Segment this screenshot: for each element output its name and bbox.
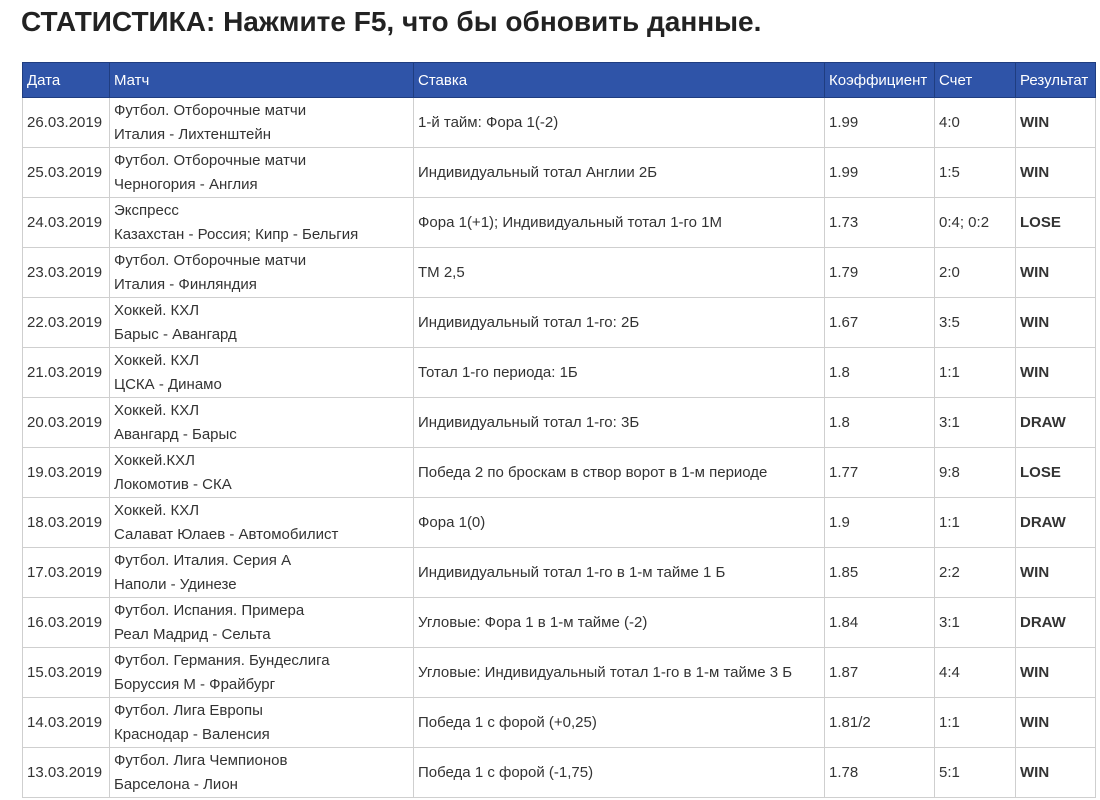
cell-score: 5:1 — [935, 748, 1016, 798]
match-teams: Боруссия М - Фрайбург — [114, 675, 276, 693]
match-league: Футбол. Лига Чемпионов — [114, 751, 288, 769]
cell-coef: 1.8 — [825, 348, 935, 398]
header-match: Матч — [110, 63, 414, 98]
match-teams: Барыс - Авангард — [114, 325, 237, 343]
match-league: Футбол. Италия. Серия А — [114, 551, 292, 569]
table-row — [23, 298, 1096, 348]
cell-score: 4:0 — [935, 98, 1016, 148]
match-league: Хоккей.КХЛ — [114, 451, 195, 469]
cell-result: WIN — [1016, 548, 1096, 598]
cell-coef: 1.81/2 — [825, 698, 935, 748]
cell-coef: 1.9 — [825, 498, 935, 548]
cell-match — [110, 198, 414, 248]
table-header-row — [23, 63, 1096, 98]
table-row — [23, 348, 1096, 398]
table-row — [23, 748, 1096, 798]
cell-date: 25.03.2019 — [23, 148, 110, 198]
match-teams: ЦСКА - Динамо — [114, 375, 222, 393]
match-teams: Наполи - Удинезе — [114, 575, 237, 593]
cell-coef: 1.84 — [825, 598, 935, 648]
cell-coef: 1.8 — [825, 398, 935, 448]
cell-bet: Индивидуальный тотал 1-го: 2Б — [414, 298, 825, 348]
cell-date: 19.03.2019 — [23, 448, 110, 498]
match-teams: Краснодар - Валенсия — [114, 725, 270, 743]
cell-coef: 1.85 — [825, 548, 935, 598]
cell-match — [110, 448, 414, 498]
match-teams: Казахстан - Россия; Кипр - Бельгия — [114, 225, 359, 243]
cell-coef: 1.87 — [825, 648, 935, 698]
match-league: Футбол. Отборочные матчи — [114, 101, 307, 119]
cell-score: 1:1 — [935, 498, 1016, 548]
cell-match — [110, 248, 414, 298]
match-league: Футбол. Лига Европы — [114, 701, 263, 719]
cell-coef: 1.67 — [825, 298, 935, 348]
cell-result: WIN — [1016, 98, 1096, 148]
match-league: Хоккей. КХЛ — [114, 401, 200, 419]
cell-result: WIN — [1016, 648, 1096, 698]
cell-match — [110, 748, 414, 798]
cell-match — [110, 498, 414, 548]
match-league: Футбол. Испания. Примера — [114, 601, 305, 619]
match-league: Экспресс — [114, 201, 179, 219]
header-coef: Коэффициент — [825, 63, 935, 98]
cell-match — [110, 298, 414, 348]
cell-result: LOSE — [1016, 448, 1096, 498]
cell-coef: 1.99 — [825, 98, 935, 148]
cell-score: 0:4; 0:2 — [935, 198, 1016, 248]
cell-result: WIN — [1016, 748, 1096, 798]
cell-result: WIN — [1016, 348, 1096, 398]
cell-coef: 1.78 — [825, 748, 935, 798]
cell-match — [110, 648, 414, 698]
cell-coef: 1.79 — [825, 248, 935, 298]
cell-bet: 1-й тайм: Фора 1(-2) — [414, 98, 825, 148]
table-row — [23, 548, 1096, 598]
cell-match — [110, 98, 414, 148]
cell-result: WIN — [1016, 298, 1096, 348]
cell-match — [110, 698, 414, 748]
cell-result: DRAW — [1016, 498, 1096, 548]
table-row — [23, 648, 1096, 698]
cell-date: 16.03.2019 — [23, 598, 110, 648]
table-row — [23, 448, 1096, 498]
table-row — [23, 698, 1096, 748]
cell-date: 21.03.2019 — [23, 348, 110, 398]
cell-bet: Индивидуальный тотал 1-го в 1-м тайме 1 Б — [414, 548, 825, 598]
cell-bet: Индивидуальный тотал Англии 2Б — [414, 148, 825, 198]
cell-date: 17.03.2019 — [23, 548, 110, 598]
cell-bet: Угловые: Фора 1 в 1-м тайме (-2) — [414, 598, 825, 648]
match-league: Хоккей. КХЛ — [114, 351, 200, 369]
cell-score: 2:2 — [935, 548, 1016, 598]
cell-bet: Победа 1 с форой (+0,25) — [414, 698, 825, 748]
cell-date: 24.03.2019 — [23, 198, 110, 248]
table-row — [23, 498, 1096, 548]
cell-date: 23.03.2019 — [23, 248, 110, 298]
stats-table — [22, 62, 1096, 798]
match-teams: Барселона - Лион — [114, 775, 238, 793]
cell-score: 3:1 — [935, 398, 1016, 448]
match-teams: Авангард - Барыс — [114, 425, 237, 443]
cell-coef: 1.77 — [825, 448, 935, 498]
cell-score: 3:1 — [935, 598, 1016, 648]
cell-score: 3:5 — [935, 298, 1016, 348]
match-teams: Салават Юлаев - Автомобилист — [114, 525, 339, 543]
match-league: Хоккей. КХЛ — [114, 501, 200, 519]
cell-date: 18.03.2019 — [23, 498, 110, 548]
header-bet: Ставка — [414, 63, 825, 98]
cell-date: 20.03.2019 — [23, 398, 110, 448]
cell-bet: Тотал 1-го периода: 1Б — [414, 348, 825, 398]
cell-date: 26.03.2019 — [23, 98, 110, 148]
cell-bet: Победа 1 с форой (-1,75) — [414, 748, 825, 798]
cell-coef: 1.99 — [825, 148, 935, 198]
cell-match — [110, 548, 414, 598]
cell-bet: Фора 1(+1); Индивидуальный тотал 1-го 1М — [414, 198, 825, 248]
cell-score: 1:1 — [935, 348, 1016, 398]
cell-match — [110, 398, 414, 448]
cell-match — [110, 348, 414, 398]
table-row — [23, 98, 1096, 148]
cell-date: 15.03.2019 — [23, 648, 110, 698]
table-row — [23, 248, 1096, 298]
match-teams: Локомотив - СКА — [114, 475, 232, 493]
table-row — [23, 598, 1096, 648]
cell-score: 1:5 — [935, 148, 1016, 198]
match-teams: Черногория - Англия — [114, 175, 258, 193]
page-title: СТАТИСТИКА: Нажмите F5, что бы обновить данные. — [21, 6, 762, 37]
cell-date: 22.03.2019 — [23, 298, 110, 348]
cell-score: 4:4 — [935, 648, 1016, 698]
table-row — [23, 198, 1096, 248]
cell-result: WIN — [1016, 148, 1096, 198]
cell-score: 2:0 — [935, 248, 1016, 298]
cell-bet: ТМ 2,5 — [414, 248, 825, 298]
table-row — [23, 148, 1096, 198]
cell-date: 14.03.2019 — [23, 698, 110, 748]
cell-bet: Угловые: Индивидуальный тотал 1-го в 1-м тайме 3 Б — [414, 648, 825, 698]
match-teams: Реал Мадрид - Сельта — [114, 625, 271, 643]
cell-result: WIN — [1016, 248, 1096, 298]
cell-bet: Индивидуальный тотал 1-го: 3Б — [414, 398, 825, 448]
cell-date: 13.03.2019 — [23, 748, 110, 798]
match-league: Футбол. Германия. Бундеслига — [114, 651, 330, 669]
cell-bet: Фора 1(0) — [414, 498, 825, 548]
cell-result: DRAW — [1016, 598, 1096, 648]
cell-result: LOSE — [1016, 198, 1096, 248]
cell-match — [110, 598, 414, 648]
match-teams: Италия - Лихтенштейн — [114, 125, 272, 143]
match-league: Футбол. Отборочные матчи — [114, 251, 307, 269]
cell-bet: Победа 2 по броскам в створ ворот в 1-м периоде — [414, 448, 825, 498]
header-score: Счет — [935, 63, 1016, 98]
cell-result: DRAW — [1016, 398, 1096, 448]
cell-score: 9:8 — [935, 448, 1016, 498]
cell-score: 1:1 — [935, 698, 1016, 748]
cell-result: WIN — [1016, 698, 1096, 748]
cell-match — [110, 148, 414, 198]
match-league: Футбол. Отборочные матчи — [114, 151, 307, 169]
table-row — [23, 398, 1096, 448]
match-league: Хоккей. КХЛ — [114, 301, 200, 319]
header-result: Результат — [1016, 63, 1096, 98]
cell-coef: 1.73 — [825, 198, 935, 248]
match-teams: Италия - Финляндия — [114, 275, 257, 293]
header-date: Дата — [23, 63, 110, 98]
